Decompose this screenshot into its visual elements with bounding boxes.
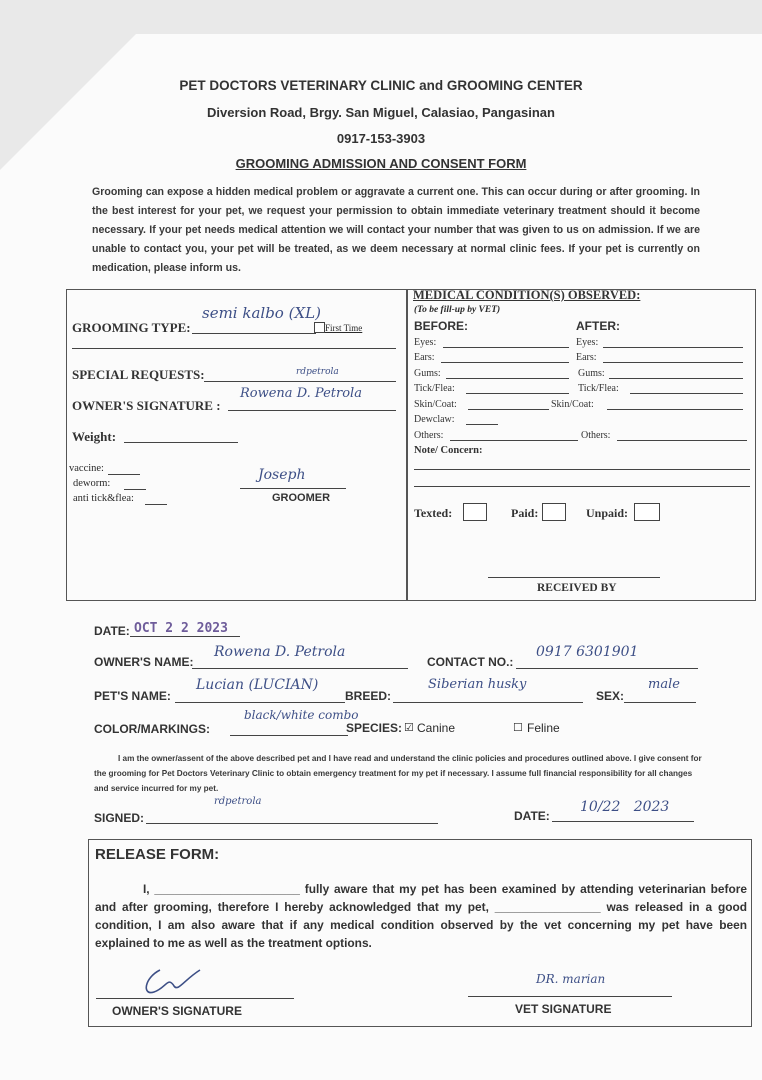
before-eyes-line — [443, 347, 569, 348]
texted-label: Texted: — [414, 506, 453, 520]
clinic-name: PET DOCTORS VETERINARY CLINIC and GROOMING CENTER — [179, 78, 583, 93]
owner-name-line — [192, 668, 408, 669]
vaccine-line — [108, 474, 140, 475]
pet-name-label: PET'S NAME: — [94, 689, 171, 703]
after-label: AFTER: — [576, 319, 620, 333]
after-skin: Skin/Coat: — [551, 399, 594, 410]
weight-line — [124, 442, 238, 443]
before-label: BEFORE: — [414, 319, 468, 333]
antitick-line — [145, 504, 167, 505]
pet-name-line — [175, 702, 345, 703]
signature-scribble: rdpetrola — [296, 367, 339, 377]
vet-sig-line — [468, 996, 672, 997]
release-title: RELEASE FORM: — [95, 846, 220, 863]
after-gums: Gums: — [578, 368, 605, 379]
deworm-line — [124, 489, 146, 490]
before-gums: Gums: — [414, 368, 441, 379]
antitick-label: anti tick&flea: — [73, 493, 134, 504]
owner-sig-label: OWNER'S SIGNATURE — [112, 1004, 242, 1018]
first-time-checkbox[interactable] — [314, 322, 325, 333]
owner-name-label: OWNER'S NAME: — [94, 655, 194, 669]
clinic-phone: 0917-153-3903 — [336, 131, 426, 146]
weight-label: Weight: — [72, 429, 117, 444]
groomer-value[interactable]: Joseph — [258, 467, 306, 483]
sex-value[interactable]: male — [648, 677, 680, 692]
signed-date-value[interactable]: 10/22 2023 — [580, 799, 670, 815]
unpaid-label: Unpaid: — [586, 506, 629, 520]
canine-checkbox[interactable]: ☑ — [404, 722, 414, 734]
note-line-1 — [414, 469, 750, 470]
signed-value[interactable]: rdpetrola — [214, 796, 262, 807]
date-label: DATE: — [94, 624, 130, 638]
before-gums-line — [446, 378, 569, 379]
before-others: Others: — [414, 430, 444, 441]
before-skin-line — [468, 409, 549, 410]
canine-label: Canine — [417, 721, 456, 735]
breed-line — [393, 702, 583, 703]
after-eyes: Eyes: — [576, 337, 599, 348]
owner-sig-line — [96, 998, 294, 999]
species-label: SPECIES: — [346, 721, 403, 735]
vet-sig-value: DR. marian — [536, 972, 606, 986]
breed-label: BREED: — [345, 689, 392, 703]
after-ears: Ears: — [576, 352, 597, 363]
sex-line — [624, 702, 696, 703]
medical-title: MEDICAL CONDITION(S) OBSERVED: — [413, 288, 641, 302]
owner-signature-label: OWNER'S SIGNATURE : — [72, 398, 221, 413]
date-line — [130, 636, 240, 637]
grooming-type-line-2 — [72, 348, 396, 349]
before-eyes: Eyes: — [414, 337, 437, 348]
color-line — [230, 735, 348, 736]
intro-paragraph: Grooming can expose a hidden medical problem or aggravate a current one. This can occur during or after grooming. In the best interest for your pet, we request your permission to obtain immediate veterinary treatment should it become necessary. If your pet needs medical attention we will contact your number that was given to us on admission. If we are unable to contact you, your pet will be treated, as we deem necessary at normal clinic fees. If your pet is currently on medication, please inform us. — [92, 186, 700, 274]
vet-sig-label: VET SIGNATURE — [515, 1002, 612, 1016]
first-time-label: First Time — [325, 323, 363, 333]
owner-signature-value[interactable]: Rowena D. Petrola — [240, 386, 362, 401]
color-label: COLOR/MARKINGS: — [94, 722, 210, 736]
groomer-line — [240, 488, 346, 489]
signed-date-line — [552, 821, 694, 822]
owner-name-value[interactable]: Rowena D. Petrola — [214, 644, 346, 660]
before-others-line — [450, 440, 578, 441]
color-value[interactable]: black/white combo — [244, 708, 359, 722]
breed-value[interactable]: Siberian husky — [428, 677, 527, 692]
after-tick: Tick/Flea: — [578, 383, 619, 394]
grooming-type-label: GROOMING TYPE: — [72, 320, 191, 335]
owner-signature-line — [228, 410, 396, 411]
clinic-address: Diversion Road, Brgy. San Miguel, Calasiao, Pangasinan — [207, 105, 555, 120]
before-ears-line — [441, 362, 569, 363]
signed-label: SIGNED: — [94, 811, 145, 825]
paid-checkbox[interactable] — [542, 503, 566, 521]
before-tick: Tick/Flea: — [414, 383, 455, 394]
groomer-label: GROOMER — [272, 492, 331, 504]
signed-line — [146, 823, 438, 824]
form-title: GROOMING ADMISSION AND CONSENT FORM — [235, 156, 527, 171]
contact-value[interactable]: 0917 6301901 — [536, 644, 639, 660]
sex-label: SEX: — [596, 689, 625, 703]
after-gums-line — [609, 378, 743, 379]
grooming-type-value[interactable]: semi kalbo (XL) — [202, 304, 321, 322]
before-skin: Skin/Coat: — [414, 399, 457, 410]
deworm-label: deworm: — [73, 478, 111, 489]
received-by-line — [488, 577, 660, 578]
contact-label: CONTACT NO.: — [427, 655, 514, 669]
before-dewclaw: Dewclaw: — [414, 414, 455, 425]
after-tick-line — [630, 393, 743, 394]
feline-checkbox[interactable]: ☐ — [513, 722, 523, 734]
paid-label: Paid: — [511, 506, 539, 520]
before-dewclaw-line — [466, 424, 498, 425]
unpaid-checkbox[interactable] — [634, 503, 660, 521]
grooming-type-line — [192, 333, 316, 334]
note-concern-label: Note/ Concern: — [414, 445, 483, 456]
before-tick-line — [466, 393, 569, 394]
vet-note: (To be fill-up by VET) — [414, 305, 501, 315]
pet-name-value[interactable]: Lucian (LUCIAN) — [196, 677, 319, 693]
after-others-line — [617, 440, 747, 441]
feline-label: Feline — [527, 721, 560, 735]
after-eyes-line — [603, 347, 743, 348]
date-stamp: OCT 2 2 2023 — [134, 621, 228, 636]
before-ears: Ears: — [414, 352, 435, 363]
consent-paragraph: I am the owner/assent of the above described pet and I have read and understand the clinic policies and procedures outlined above. I give consent for the grooming for Pet Doctors Veterinary Clinic to obtain emergency treatment for my pet if necessary. I assume full financial responsibility for all changes and service incurred for my pet. — [94, 754, 702, 793]
after-others: Others: — [581, 430, 611, 441]
contact-line — [516, 668, 698, 669]
received-by-label: RECEIVED BY — [537, 582, 617, 594]
note-line-2 — [414, 486, 750, 487]
release-paragraph: I, ______________________ fully aware that my pet has been examined by attending veterinarian before and after grooming, therefore I hereby acknowledged that my pet, ________________ was released in a good condition, I am also aware that if any medical condition observed by the vet concerning my pet have been explained to me as well as the treatment options. — [95, 882, 747, 950]
owner-signature-scribble — [138, 964, 208, 1000]
special-requests-label: SPECIAL REQUESTS: — [72, 367, 205, 382]
signed-date-label: DATE: — [514, 809, 550, 823]
after-ears-line — [603, 362, 743, 363]
texted-checkbox[interactable] — [463, 503, 487, 521]
column-divider — [406, 290, 408, 600]
vaccine-label: vaccine: — [69, 463, 104, 474]
special-requests-line — [204, 381, 396, 382]
after-skin-line — [607, 409, 743, 410]
